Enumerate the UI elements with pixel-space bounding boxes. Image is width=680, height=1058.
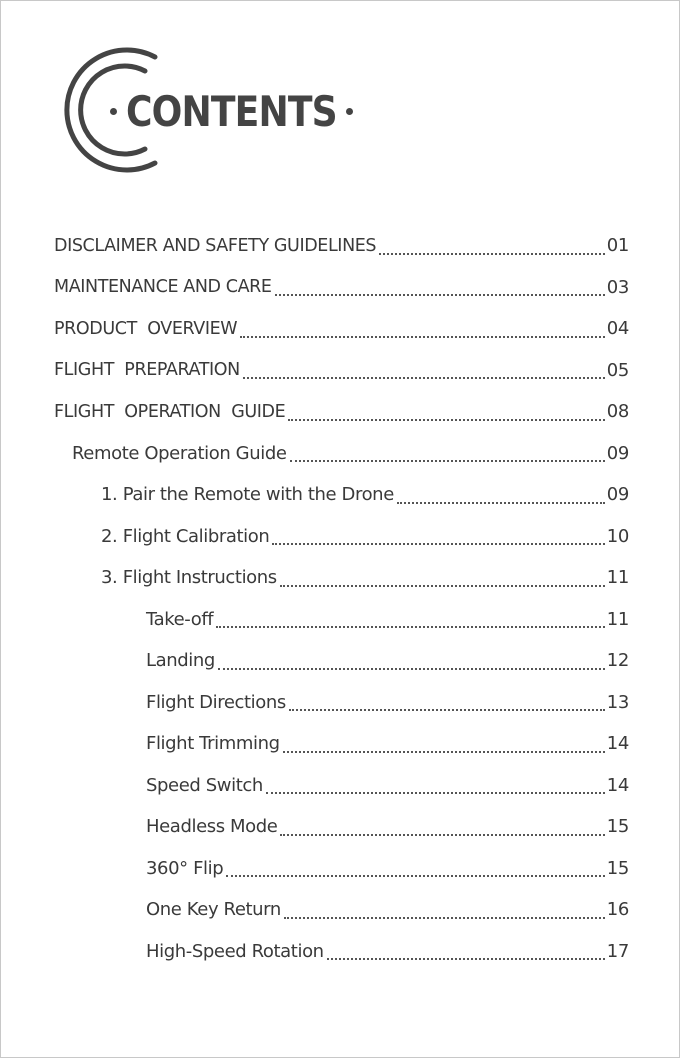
dot-leader [289, 709, 605, 711]
toc-entry-label: 2. Flight Calibration [101, 525, 270, 547]
toc-entry[interactable] [1, 682, 680, 724]
toc-entry[interactable] [1, 308, 680, 350]
toc-entry-page-number: 15 [606, 816, 629, 838]
title-row [101, 85, 362, 137]
toc-entry[interactable] [1, 931, 680, 973]
toc-entry-label: FLIGHT OPERATION GUIDE [54, 401, 286, 422]
dot-leader [272, 543, 604, 545]
dot-leader [280, 585, 605, 587]
toc-entry-label: Flight Directions [146, 691, 286, 713]
toc-entry-page-number: 05 [606, 359, 629, 381]
dot-leader [240, 336, 604, 338]
toc-entry[interactable] [1, 516, 680, 558]
dot-leader [280, 834, 604, 836]
toc-entry[interactable] [1, 267, 680, 309]
toc-entry-label: High-Speed Rotation [146, 940, 324, 962]
toc-entry-page-number: 08 [606, 401, 629, 423]
toc-entry-page-number: 03 [606, 276, 629, 298]
toc-entry[interactable] [1, 640, 680, 682]
toc-entry-page-number: 12 [606, 650, 629, 672]
toc-entry-label: 360° Flip [146, 857, 224, 879]
dot-leader [275, 294, 605, 296]
toc-entry-page-number: 09 [606, 442, 629, 464]
toc-entry[interactable] [1, 599, 680, 641]
toc-entry-page-number: 11 [606, 567, 629, 589]
toc-entry-label: 3. Flight Instructions [101, 567, 277, 589]
dot-leader [243, 377, 605, 379]
toc-entry-page-number: 01 [606, 235, 629, 257]
toc-entry[interactable] [1, 391, 680, 433]
dot-leader [397, 502, 605, 504]
toc-entry-page-number: 04 [606, 318, 629, 340]
toc-entry-label: Headless Mode [146, 816, 278, 838]
dot-leader [266, 792, 605, 794]
table-of-contents [1, 225, 680, 972]
toc-entry-label: Landing [146, 650, 215, 672]
toc-entry-label: 1. Pair the Remote with the Drone [101, 484, 394, 506]
toc-entry-label: DISCLAIMER AND SAFETY GUIDELINES [54, 235, 377, 256]
dot-leader [216, 626, 604, 628]
toc-entry-label: Remote Operation Guide [72, 442, 287, 464]
page-title: CONTENTS [126, 86, 337, 136]
toc-entry-label: One Key Return [146, 899, 281, 921]
dot-leader [226, 875, 604, 877]
toc-entry[interactable] [1, 848, 680, 890]
dot-leader [288, 419, 604, 421]
toc-entry[interactable] [1, 557, 680, 599]
toc-entry-label: MAINTENANCE AND CARE [54, 277, 272, 298]
dot-leader [327, 958, 605, 960]
toc-entry-label: Take-off [146, 608, 214, 630]
toc-entry-page-number: 16 [606, 899, 629, 921]
dot-leader [284, 917, 605, 919]
toc-entry[interactable] [1, 433, 680, 475]
toc-entry[interactable] [1, 474, 680, 516]
toc-entry[interactable] [1, 225, 680, 267]
dot-leader [283, 751, 605, 753]
toc-entry-page-number: 10 [606, 525, 629, 547]
toc-entry-page-number: 13 [606, 691, 629, 713]
toc-entry[interactable] [1, 806, 680, 848]
toc-entry-label: Flight Trimming [146, 733, 280, 755]
toc-entry[interactable] [1, 350, 680, 392]
toc-entry[interactable] [1, 889, 680, 931]
bullet-dot-icon [346, 108, 353, 115]
bullet-dot-icon [110, 108, 117, 115]
toc-entry-label: FLIGHT PREPARATION [54, 360, 240, 381]
toc-entry[interactable] [1, 765, 680, 807]
dot-leader [290, 460, 605, 462]
toc-entry-page-number: 11 [606, 608, 629, 630]
dot-leader [379, 253, 605, 255]
toc-entry-page-number: 14 [606, 774, 629, 796]
toc-entry-page-number: 15 [606, 857, 629, 879]
toc-entry-page-number: 09 [606, 484, 629, 506]
toc-entry-label: PRODUCT OVERVIEW [54, 318, 238, 339]
toc-entry[interactable] [1, 723, 680, 765]
dot-leader [218, 668, 605, 670]
toc-entry-page-number: 14 [606, 733, 629, 755]
toc-entry-page-number: 17 [606, 940, 629, 962]
toc-entry-label: Speed Switch [146, 774, 263, 796]
